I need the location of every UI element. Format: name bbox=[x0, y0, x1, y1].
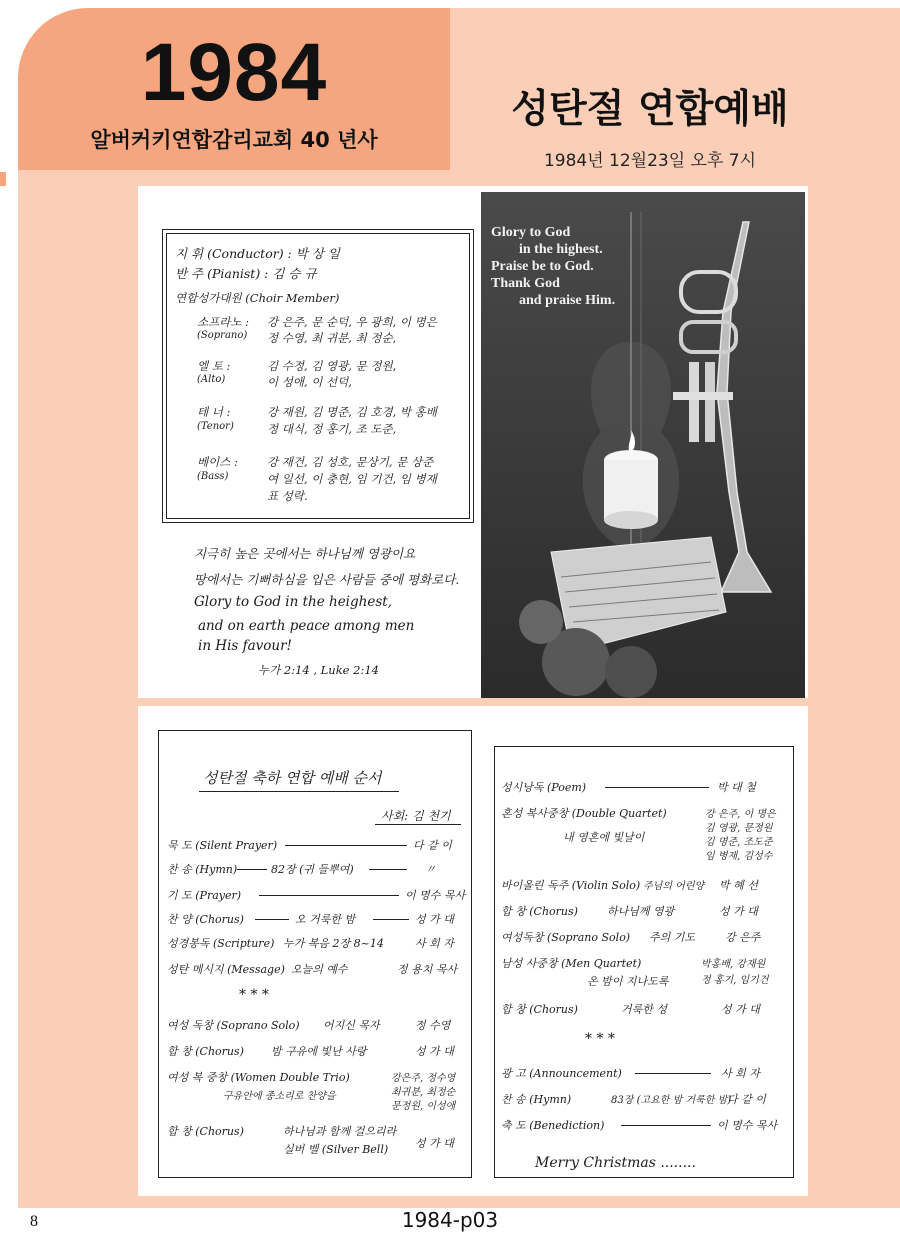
chorus-1-by: 성 가 대 bbox=[415, 913, 454, 926]
item-soprano-solo-2: 여성독창 (Soprano Solo) bbox=[501, 931, 631, 944]
verse-reference: 누가 2:14 , Luke 2:14 bbox=[258, 663, 379, 677]
bass-members-1: 강 재건, 김 성호, 문상기, 문 상준 bbox=[267, 455, 434, 469]
cover-line-5: and praise Him. bbox=[519, 293, 616, 308]
program-scan bbox=[138, 706, 808, 1196]
item-chorus-4: 합 창 (Chorus) bbox=[501, 905, 578, 918]
women-trio-members-1: 강은주, 정수영 bbox=[391, 1073, 456, 1084]
chorus-5-by: 성 가 대 bbox=[721, 1003, 760, 1016]
bulletin-cover-scan bbox=[138, 186, 808, 698]
separator-stars-right: * * * bbox=[585, 1031, 615, 1047]
announcement-by: 사 회 자 bbox=[721, 1067, 760, 1080]
women-trio-members-2: 최귀분, 최정순 bbox=[391, 1087, 456, 1098]
women-trio-members-3: 문정원, 이성애 bbox=[391, 1101, 456, 1112]
cover-line-1: Glory to God bbox=[491, 225, 571, 240]
leader-line bbox=[605, 787, 709, 788]
hymn-by: 〃 bbox=[425, 863, 436, 876]
soprano-solo-by: 정 수영 bbox=[415, 1019, 451, 1032]
chorus-2-by: 성 가 대 bbox=[415, 1045, 454, 1058]
double-quartet-members-2: 김 영광, 문정원 bbox=[705, 823, 773, 834]
program-right-page bbox=[494, 746, 794, 1178]
item-announcement: 광 고 (Announcement) bbox=[501, 1067, 622, 1080]
title-underline bbox=[199, 791, 399, 792]
double-quartet-members-1: 강 은주, 이 명은 bbox=[705, 809, 776, 820]
tenor-en: (Tenor) bbox=[197, 421, 234, 432]
chorus-3-title: 하나님과 함께 걸으리라 bbox=[283, 1125, 397, 1138]
verse-line-4: and on earth peace among men bbox=[198, 618, 415, 634]
item-chorus-2: 합 창 (Chorus) bbox=[167, 1045, 244, 1058]
message-title: 오늘의 예수 bbox=[291, 963, 348, 976]
double-quartet-members-4: 임 병재, 김성수 bbox=[705, 851, 773, 862]
item-scripture: 성경봉독 (Scripture) bbox=[167, 937, 275, 950]
item-prayer: 기 도 (Prayer) bbox=[167, 889, 242, 902]
tenor-members-1: 강 재원, 김 명준, 김 호경, 박 홍배 bbox=[267, 405, 437, 419]
service-datetime: 1984년 12월23일 오후 7시 bbox=[543, 151, 757, 171]
chorus-1-title: 오 거룩한 밤 bbox=[295, 913, 356, 926]
presider-underline bbox=[375, 824, 461, 825]
hymn-closing-number: 83장 (고요한 밤 거룩한 밤) bbox=[611, 1095, 732, 1106]
verse-line-2: 땅에서는 기뻐하심을 입은 사람들 중에 평화로다. bbox=[194, 572, 460, 587]
leader-line bbox=[259, 895, 399, 896]
leader-line bbox=[369, 869, 407, 870]
men-quartet-title: 온 밤이 지나도록 bbox=[587, 975, 669, 988]
leader-line bbox=[621, 1125, 711, 1126]
page-code: 1984-p03 bbox=[401, 1208, 499, 1232]
year-heading: 1984 bbox=[140, 27, 328, 118]
item-soprano-solo: 여성 독창 (Soprano Solo) bbox=[167, 1019, 300, 1032]
bass-members-2: 여 일선, 이 충현, 임 기건, 임 병재 bbox=[267, 472, 437, 486]
header-box bbox=[18, 8, 450, 170]
church-name: 알버커키연합감리교회 40 년사 bbox=[90, 128, 378, 152]
verse-line-3: Glory to God in the heighest, bbox=[194, 594, 392, 610]
bass-label: 베이스 : bbox=[197, 455, 238, 469]
scripture-passage: 누가 복음 2장 8~14 bbox=[283, 937, 384, 950]
soprano-solo-2-by: 강 은주 bbox=[725, 931, 761, 944]
silent-prayer-by: 다 같 이 bbox=[413, 839, 452, 852]
item-benediction: 축 도 (Benediction) bbox=[501, 1119, 605, 1132]
alto-label: 엘 토 : bbox=[197, 359, 231, 373]
item-violin-solo: 바이올린 독주 (Violin Solo) bbox=[501, 879, 641, 892]
soprano-solo-title: 어지신 목자 bbox=[323, 1019, 380, 1032]
tenor-label: 테 너 : bbox=[197, 405, 231, 419]
item-chorus-1: 찬 양 (Chorus) bbox=[167, 913, 244, 926]
soprano-solo-2-title: 주의 기도 bbox=[649, 931, 696, 944]
leader-line bbox=[373, 919, 409, 920]
program-left-page bbox=[158, 730, 472, 1178]
item-hymn-closing: 찬 송 (Hymn) bbox=[501, 1093, 572, 1106]
chorus-3-title-2: 실버 벨 (Silver Bell) bbox=[283, 1143, 389, 1156]
hymn-closing-by: 다 같 이 bbox=[727, 1093, 766, 1106]
item-women-trio: 여성 복 중창 (Women Double Trio) bbox=[167, 1071, 350, 1084]
item-chorus-5: 합 창 (Chorus) bbox=[501, 1003, 578, 1016]
violin-solo-title: 주님의 어린양 bbox=[643, 881, 705, 892]
men-quartet-members-1: 박홍배, 강재원 bbox=[701, 959, 766, 970]
pianist: 반 주 (Pianist) : 김 승 규 bbox=[175, 266, 317, 281]
item-hymn: 찬 송 (Hymn) bbox=[167, 863, 238, 876]
item-men-quartet: 남성 사중창 (Men Quartet) bbox=[501, 957, 642, 970]
choir-heading: 연합성가대원 (Choir Member) bbox=[175, 291, 340, 305]
tenor-members-2: 정 대식, 정 홍기, 조 도준, bbox=[267, 422, 397, 436]
chorus-5-title: 거룩한 성 bbox=[621, 1003, 668, 1016]
conductor: 지 휘 (Conductor) : 박 상 일 bbox=[175, 246, 340, 261]
bass-en: (Bass) bbox=[197, 471, 229, 482]
double-quartet-title: 내 영혼에 빛날이 bbox=[563, 831, 645, 844]
leader-line bbox=[635, 1073, 711, 1074]
leader-line bbox=[285, 845, 407, 846]
merry-christmas: Merry Christmas ........ bbox=[535, 1155, 696, 1171]
women-trio-title: 구유안에 종소리로 찬양을 bbox=[223, 1091, 336, 1102]
soprano-members-1: 강 은주, 문 순덕, 우 광희, 이 명은 bbox=[267, 315, 437, 329]
verse-line-1: 지극히 높은 곳에서는 하나님께 영광이요 bbox=[194, 546, 416, 561]
edge-tab bbox=[0, 172, 6, 186]
leader-line bbox=[237, 869, 267, 870]
scripture-by: 사 회 자 bbox=[415, 937, 454, 950]
choir-roster bbox=[166, 233, 470, 519]
page-number: 8 bbox=[30, 1213, 38, 1230]
bass-members-3: 표 성락. bbox=[267, 489, 308, 503]
item-poem: 성시낭독 (Poem) bbox=[501, 781, 587, 794]
benediction-by: 이 명수 목사 bbox=[717, 1119, 778, 1132]
poem-by: 박 대 철 bbox=[717, 781, 756, 794]
program-title: 성탄절 축하 연합 예배 순서 bbox=[203, 769, 382, 787]
message-by: 정 용치 목사 bbox=[397, 963, 458, 976]
double-quartet-members-3: 김 명준, 조도준 bbox=[705, 837, 773, 848]
hymn-number: 82장 (귀 들뿌여) bbox=[271, 863, 354, 876]
item-message: 성탄 메시지 (Message) bbox=[167, 963, 285, 976]
item-silent-prayer: 묵 도 (Silent Prayer) bbox=[167, 839, 278, 852]
page-title: 성탄절 연합예배 bbox=[511, 87, 789, 132]
separator-stars: * * * bbox=[239, 987, 269, 1003]
soprano-en: (Soprano) bbox=[197, 330, 248, 341]
leader-line bbox=[255, 919, 289, 920]
alto-en: (Alto) bbox=[197, 374, 226, 385]
men-quartet-members-2: 정 홍기, 임기건 bbox=[701, 975, 769, 986]
cover-line-4: Thank God bbox=[491, 276, 560, 291]
violin-solo-by: 박 혜 선 bbox=[719, 879, 758, 892]
chorus-4-by: 성 가 대 bbox=[719, 905, 758, 918]
presider: 사회: 김 천기 bbox=[381, 809, 451, 823]
cover-verse-text bbox=[491, 224, 615, 309]
chorus-2-title: 밤 구유에 빛난 사랑 bbox=[271, 1045, 367, 1058]
alto-members-2: 이 성애, 이 선덕, bbox=[267, 375, 352, 389]
chorus-3-by: 성 가 대 bbox=[415, 1137, 454, 1150]
verse-line-5: in His favour! bbox=[198, 638, 292, 654]
soprano-label: 소프라노 : bbox=[197, 315, 249, 329]
prayer-by: 이 명수 목사 bbox=[405, 889, 466, 902]
cover-line-3: Praise be to God. bbox=[491, 259, 594, 274]
trumpet-candle-photo bbox=[481, 192, 805, 698]
alto-members-1: 김 수정, 김 영광, 문 정원, bbox=[267, 359, 397, 373]
soprano-members-2: 정 수영, 최 귀분, 최 정순, bbox=[267, 331, 397, 345]
chorus-4-title: 하나님께 영광 bbox=[607, 905, 675, 918]
cover-line-2: in the highest. bbox=[519, 242, 603, 257]
item-double-quartet: 혼성 복사중창 (Double Quartet) bbox=[501, 807, 667, 820]
item-chorus-3: 합 창 (Chorus) bbox=[167, 1125, 244, 1138]
